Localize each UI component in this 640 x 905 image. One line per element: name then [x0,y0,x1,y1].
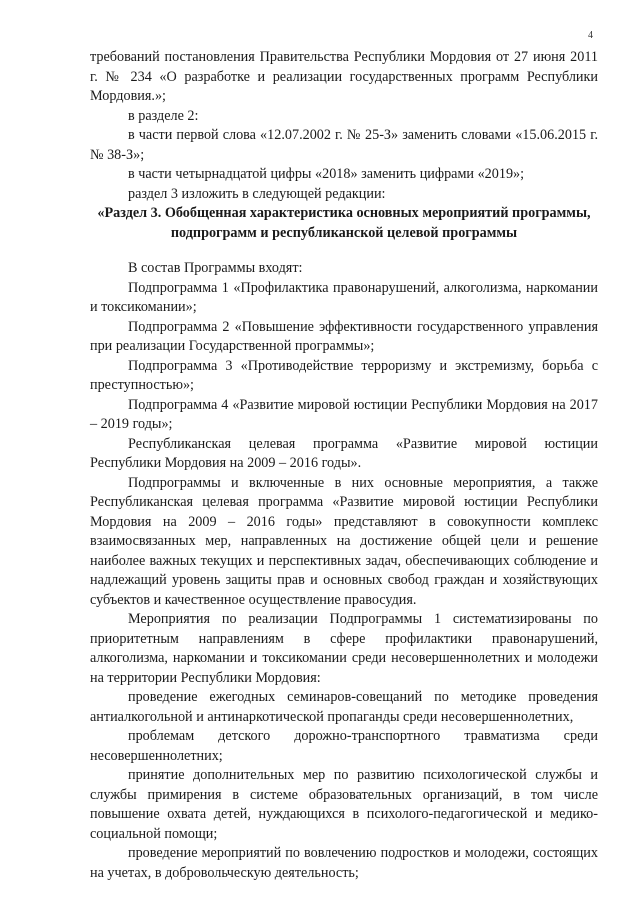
spacer [90,243,598,259]
paragraph: принятие дополнительных мер по развитию психологической службы и службы примирения в системе образовательных организаций, в том числе повышение охвата детей, нуждающихся в психолого-педагогической и медико-социальной помощи; [90,767,598,842]
paragraph: раздел 3 изложить в следующей редакции: [128,185,386,202]
paragraph: в части четырнадцатой цифры «2018» заменить цифрами «2019»; [128,166,525,182]
paragraph: в части первой слова «12.07.2002 г. № 25-З» заменить словами «15.06.2015 г. № 38-З»; [90,127,598,163]
section-heading: «Раздел 3. Обобщенная характеристика основных мероприятий программы, подпрограмм и республиканской целевой программы [97,205,591,241]
paragraph: в разделе 2: [128,107,199,124]
paragraph: Мероприятия по реализации Подпрограммы 1 систематизированы по приоритетным направлениям в сфере профилактики правонарушений, алкоголизма, наркомании и токсикомании среди несовершеннолетних и молодежи на территории Республики Мордовия: [90,611,598,686]
paragraph: Подпрограмма 4 «Развитие мировой юстиции Республики Мордовия на 2017 – 2019 годы»; [90,396,598,432]
document-body [90,48,598,883]
paragraph: требований постановления Правительства Республики Мордовия от 27 июня 2011 г. № 234 «О разработке и реализации государственных программ Республики Мордовия.»; [90,49,598,104]
paragraph: проведение ежегодных семинаров-совещаний по методике проведения антиалкогольной и антинаркотической пропаганды среди несовершеннолетних, [90,689,598,725]
paragraph: Подпрограмма 3 «Противодействие терроризму и экстремизму, борьба с преступностью»; [90,357,598,393]
paragraph: Подпрограммы и включенные в них основные мероприятия, а также Республиканская целевая программа «Развитие мировой юстиции Республики Мордовия на 2009 – 2016 годы» представляют в совокупности комплекс взаимосвязанных мер, направленных на достижение общей цели и решение наиболее важных текущих и перспективных задач, обеспечивающих соблюдение и надлежащий уровень защиты прав и основных свобод граждан и хозяйствующих субъектов и качественное осуществление правосудия. [90,474,598,608]
paragraph: проведение мероприятий по вовлечению подростков и молодежи, состоящих на учетах, в добровольческую деятельность; [90,845,598,881]
paragraph: Подпрограмма 2 «Повышение эффективности государственного управления при реализации Государственной программы»; [90,318,598,354]
paragraph: проблемам детского дорожно-транспортного травматизма среди несовершеннолетних; [90,728,598,764]
page-number: 4 [588,30,593,41]
paragraph: В состав Программы входят: [128,260,303,276]
paragraph: Республиканская целевая программа «Развитие мировой юстиции Республики Мордовия на 2009 – 2016 годы». [90,435,598,471]
paragraph: Подпрограмма 1 «Профилактика правонарушений, алкоголизма, наркомании и токсикомании»; [90,279,598,315]
